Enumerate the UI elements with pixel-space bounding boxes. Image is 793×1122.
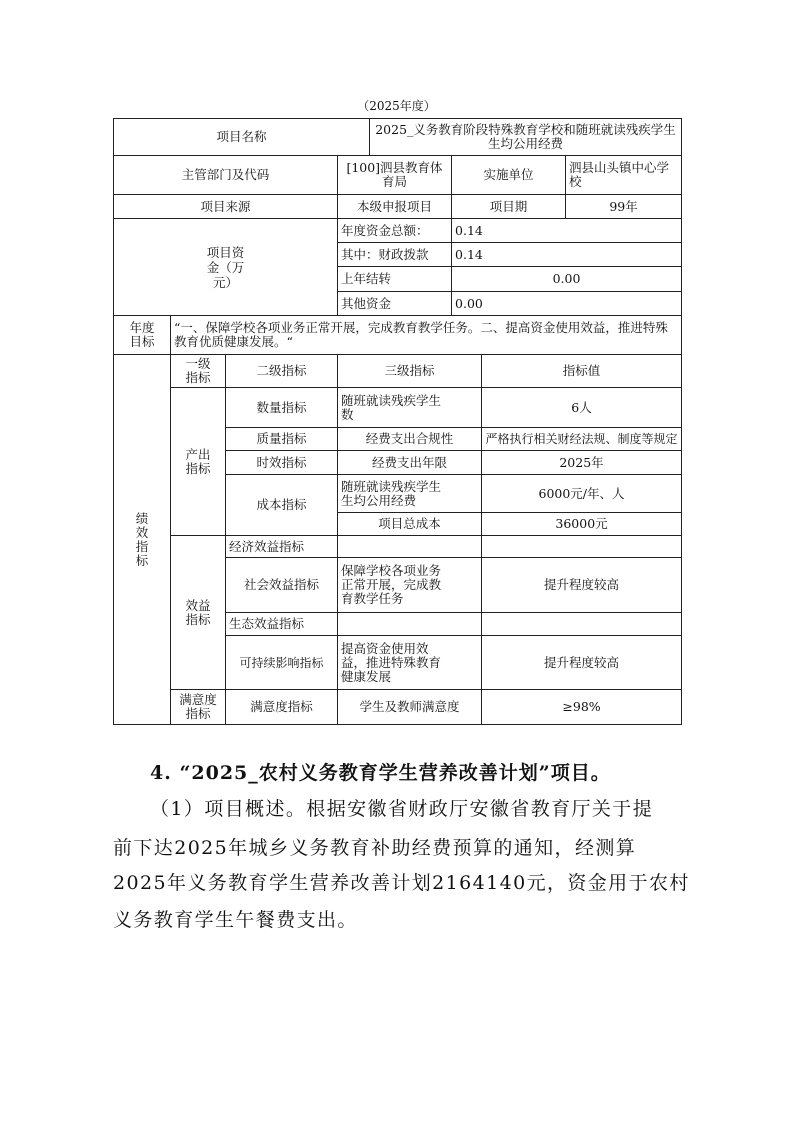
benefit-value bbox=[482, 536, 682, 558]
table-caption: （2025年度） bbox=[357, 99, 436, 113]
funds-carryover-label: 上年结转 bbox=[338, 267, 452, 292]
goal-label bbox=[114, 316, 171, 355]
goal-text: “一、保障学校各项业务正常开展，完成教育教学任务。二、提高资金使用效益，推进特殊教育优质健康发展。“ bbox=[171, 316, 682, 355]
section-heading: 4. “2025_农村义务教育学生营养改善计划”项目。 bbox=[150, 762, 611, 784]
output-l2: 时效指标 bbox=[226, 451, 338, 475]
source-label: 项目来源 bbox=[114, 195, 338, 219]
benefit-value bbox=[482, 613, 682, 636]
performance-target-table bbox=[113, 118, 682, 725]
satisfaction-label bbox=[171, 690, 226, 725]
funds-fiscal-value: 0.14 bbox=[452, 243, 682, 267]
period-value: 99年 bbox=[566, 195, 682, 219]
funds-label-text: 项目资金（万元） bbox=[206, 244, 245, 290]
header-l3: 三级指标 bbox=[338, 355, 482, 388]
output-label bbox=[171, 388, 226, 536]
benefit-l2: 可持续影响指标 bbox=[226, 636, 338, 690]
period-label: 项目期 bbox=[452, 195, 566, 219]
output-l2: 数量指标 bbox=[226, 388, 338, 428]
benefit-l2: 生态效益指标 bbox=[226, 613, 338, 636]
paragraph-line: 2025年义务教育学生营养改善计划2164140元，资金用于农村 bbox=[113, 872, 690, 894]
dept-value: [100]泗县教育体育局 bbox=[338, 156, 452, 195]
benefit-l3-text: 提高资金使用效益，推进特殊教育健康发展 bbox=[341, 640, 442, 684]
satisfaction-l2: 满意度指标 bbox=[226, 690, 338, 725]
output-l3-text: 随班就读残疾学生数 bbox=[341, 392, 442, 422]
output-value: 6000元/年、人 bbox=[482, 475, 682, 513]
benefit-label bbox=[171, 536, 226, 690]
perf-indicator-label bbox=[114, 355, 171, 725]
output-l3: 经费支出合规性 bbox=[338, 428, 482, 451]
satisfaction-l3: 学生及教师满意度 bbox=[338, 690, 482, 725]
funds-other-value: 0.00 bbox=[452, 292, 682, 316]
benefit-l2: 社会效益指标 bbox=[226, 558, 338, 613]
funds-fiscal-label: 其中：财政拨款 bbox=[338, 243, 452, 267]
benefit-label-text: 效益指标 bbox=[185, 597, 211, 627]
funds-carryover-value: 0.00 bbox=[452, 267, 682, 292]
paragraph-line: （1）项目概述。根据安徽省财政厅安徽省教育厅关于提 bbox=[150, 798, 654, 820]
perf-indicator-label-text: 绩效指标 bbox=[135, 510, 149, 568]
paragraph-line: 义务教育学生午餐费支出。 bbox=[113, 909, 358, 931]
header-value: 指标值 bbox=[482, 355, 682, 388]
paragraph-line: 前下达2025年城乡义务教育补助经费预算的通知，经测算 bbox=[113, 837, 637, 859]
output-value: 2025年 bbox=[482, 451, 682, 475]
benefit-value: 提升程度较高 bbox=[482, 636, 682, 690]
header-l1-text: 一级指标 bbox=[185, 356, 211, 385]
funds-other-label: 其他资金 bbox=[338, 292, 452, 316]
unit-value: 泗县山头镇中心学校 bbox=[566, 156, 682, 195]
goal-label-text: 年度目标 bbox=[129, 320, 155, 349]
output-l3: 项目总成本 bbox=[338, 513, 482, 536]
project-name-label: 项目名称 bbox=[114, 119, 370, 156]
project-name-value: 2025_义务教育阶段特殊教育学校和随班就读残疾学生生均公用经费 bbox=[370, 119, 682, 156]
header-l1 bbox=[171, 355, 226, 388]
funds-total-label: 年度资金总额： bbox=[338, 219, 452, 243]
funds-total-value: 0.14 bbox=[452, 219, 682, 243]
dept-label: 主管部门及代码 bbox=[114, 156, 338, 195]
benefit-l2: 经济效益指标 bbox=[226, 536, 338, 558]
output-value: 严格执行相关财经法规、制度等规定 bbox=[482, 428, 682, 451]
output-l2: 成本指标 bbox=[226, 475, 338, 536]
funds-label bbox=[114, 219, 338, 316]
benefit-value: 提升程度较高 bbox=[482, 558, 682, 613]
benefit-l3 bbox=[338, 613, 482, 636]
benefit-l3 bbox=[338, 536, 482, 558]
header-l2: 二级指标 bbox=[226, 355, 338, 388]
benefit-l3-text: 保障学校各项业务正常开展，完成教育教学任务 bbox=[341, 563, 442, 606]
output-label-text: 产出指标 bbox=[185, 446, 211, 476]
satisfaction-value: ≥98% bbox=[482, 690, 682, 725]
output-l3 bbox=[338, 475, 482, 513]
unit-label: 实施单位 bbox=[452, 156, 566, 195]
output-l3-text: 随班就读残疾学生生均公用经费 bbox=[341, 478, 442, 508]
source-value: 本级申报项目 bbox=[338, 195, 452, 219]
output-l2: 质量指标 bbox=[226, 428, 338, 451]
output-l3: 经费支出年限 bbox=[338, 451, 482, 475]
benefit-l3 bbox=[338, 558, 482, 613]
output-value: 6人 bbox=[482, 388, 682, 428]
benefit-l3 bbox=[338, 636, 482, 690]
output-value: 36000元 bbox=[482, 513, 682, 536]
output-l3 bbox=[338, 388, 482, 428]
satisfaction-label-text: 满意度指标 bbox=[179, 692, 217, 721]
